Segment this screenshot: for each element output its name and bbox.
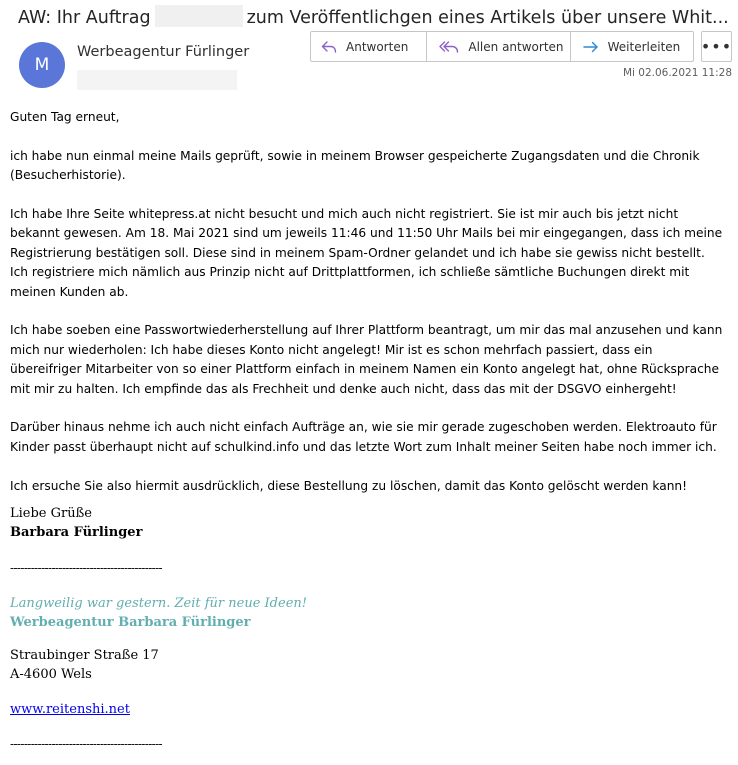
email-subject [18,4,730,32]
signature-company: Werbeagentur Barbara Fürlinger [10,615,251,630]
more-options-icon: ••• [700,37,733,56]
signature-divider-top: -------------------------------------------- [10,561,163,575]
signature-greeting: Liebe Grüße [10,506,92,521]
sender-name[interactable]: Werbeagentur Fürlinger [77,44,250,60]
body-paragraph-greeting: Guten Tag erneut, [10,110,120,124]
body-paragraph: Ich ersuche Sie also hiermit ausdrücklich, diese Bestellung zu löschen, damit das Konto gelöscht werden kann! [10,478,688,493]
reply-all-button[interactable] [426,32,569,61]
forward-button[interactable] [570,32,693,61]
body-paragraph: ich habe nun einmal meine Mails geprüft, sowie in meinem Browser gespeicherte Zugangsdaten und die Chronik (Besucherhistorie). [10,148,700,183]
signature-slogan: Langweilig war gestern. Zeit für neue Ideen! [10,596,307,611]
reply-all-icon [439,40,459,54]
signature-street: Straubinger Straße 17 [10,648,159,663]
body-paragraph: Ich habe soeben eine Passwortwiederherstellung auf Ihrer Plattform beantragt, um mir das mal anzusehen und kann mich nur wiederholen: Ich habe dieses Konto nicht angelegt! Mir ist es schon mehrfach passiert, dass ein übereifriger Mitarbeiter von so einer Plattform einfach in meinem Namen ein Konto angelegt hat, ohne Rücksprache mit mir zu halten. Ich empfinde das als Frechheit und denke auch nicht, dass das mit der DSGVO einhergeht! [10,323,723,396]
subject-start: AW: Ihr Auftrag [18,8,151,28]
sender-avatar[interactable]: M [19,42,65,88]
email-signature [10,504,725,542]
more-options-button[interactable] [701,31,732,62]
subject-end: zum Veröffentlichgen eines Artikels über unsere Whit... [246,8,729,28]
signature-address [10,646,725,684]
forward-icon [583,40,599,54]
signature-company-block [10,594,725,632]
redacted-sender-address [77,70,237,90]
redacted-order-number [155,5,243,27]
signature-name: Barbara Fürlinger [10,525,143,540]
signature-divider-bottom: -------------------------------------------- [10,737,163,751]
reply-button[interactable] [311,32,426,61]
reply-label: Antworten [346,39,409,54]
signature-website-block [10,700,725,719]
message-actions-toolbar [310,31,694,62]
signature-website-link[interactable]: www.reitenshi.net [10,702,130,717]
body-paragraph: Ich habe Ihre Seite whitepress.at nicht besucht und mich auch nicht registriert. Sie ist mir auch bis jetzt nicht bekannt gewesen. Am 18. Mai 2021 sind um jeweils 11:46 und 11:50 Uhr Mails bei mir eingegangen, dass ich meine Registrierung bestätigen soll. Diese sind in meinem Spam-Ordner gelandet und ich habe sie gewiss nicht bestellt. Ich registriere mich nämlich aus Prinzip nicht auf Drittplattformen, ich schließe sämtliche Buchungen direkt mit meinen Kunden ab. [10,207,723,299]
signature-city: A-4600 Wels [10,667,92,682]
reply-icon [321,40,337,54]
forward-label: Weiterleiten [607,39,681,54]
reply-all-label: Allen antworten [468,39,564,54]
email-body [10,108,725,515]
email-date: Mi 02.06.2021 11:28 [622,67,732,79]
body-paragraph: Darüber hinaus nehme ich auch nicht einfach Aufträge an, wie sie mir gerade zugeschoben werden. Elektroauto für Kinder passt überhaupt nicht auf schulkind.info und das letzte Wort zum Inhalt meiner Seiten habe noch immer ich. [10,420,717,454]
